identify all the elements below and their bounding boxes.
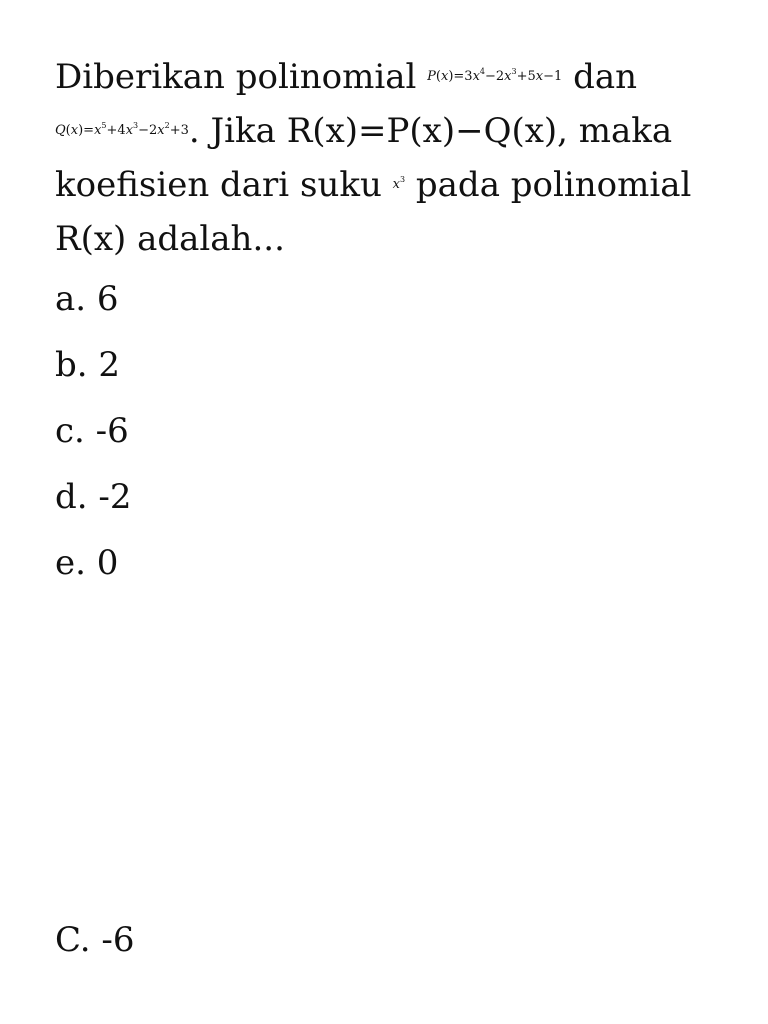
term-x-cubed <box>393 177 405 192</box>
p-paren-close: ) <box>448 69 454 84</box>
question-conj: dan <box>562 57 638 97</box>
q-eq: = <box>83 123 95 138</box>
question-text <box>55 50 715 266</box>
term-exp: 3 <box>400 175 406 184</box>
answer-key: C. -6 <box>55 920 135 960</box>
question-intro: Diberikan polinomial <box>55 57 428 97</box>
q-paren-open: ( <box>65 123 71 138</box>
option-b[interactable]: b. 2 <box>55 345 121 385</box>
p-paren-open: ( <box>435 69 441 84</box>
p-term-2: x <box>504 69 512 84</box>
p-term-3: x <box>535 69 544 84</box>
p-eq: =3 <box>453 69 473 84</box>
polynomial-p <box>427 69 562 84</box>
q-label: Q <box>55 123 66 138</box>
term-var: x <box>392 177 400 192</box>
p-exp-2: 3 <box>511 67 517 76</box>
option-e[interactable]: e. 0 <box>55 543 119 583</box>
p-const: −1 <box>543 69 563 84</box>
option-a[interactable]: a. 6 <box>55 279 119 319</box>
p-exp-1: 4 <box>479 67 485 76</box>
polynomial-q <box>55 123 189 138</box>
option-c[interactable]: c. -6 <box>55 411 129 451</box>
p-coef-2: −2 <box>485 69 505 84</box>
question-end: pada polinomial R(x) adalah... <box>55 165 692 259</box>
p-term-1: x <box>472 69 480 84</box>
q-exp-3: 2 <box>164 121 170 130</box>
q-coef-3: −2 <box>138 123 158 138</box>
option-d[interactable]: d. -2 <box>55 477 132 517</box>
q-exp-1: 5 <box>101 121 107 130</box>
q-const: +3 <box>169 123 189 138</box>
question-block <box>55 50 715 596</box>
q-exp-2: 3 <box>133 121 139 130</box>
q-coef-2: +4 <box>106 123 126 138</box>
q-paren-close: ) <box>78 123 84 138</box>
p-coef-3: +5 <box>516 69 536 84</box>
p-label: P <box>427 69 436 84</box>
q-var: x <box>70 123 79 138</box>
q-term-2: x <box>125 123 134 138</box>
answer-options <box>55 266 715 596</box>
q-term-1: x <box>94 123 102 138</box>
q-term-3: x <box>157 123 165 138</box>
p-var: x <box>440 69 449 84</box>
question-middle: . Jika R(x)=P(x)−Q(x), maka koefisien dari suku <box>55 111 673 205</box>
